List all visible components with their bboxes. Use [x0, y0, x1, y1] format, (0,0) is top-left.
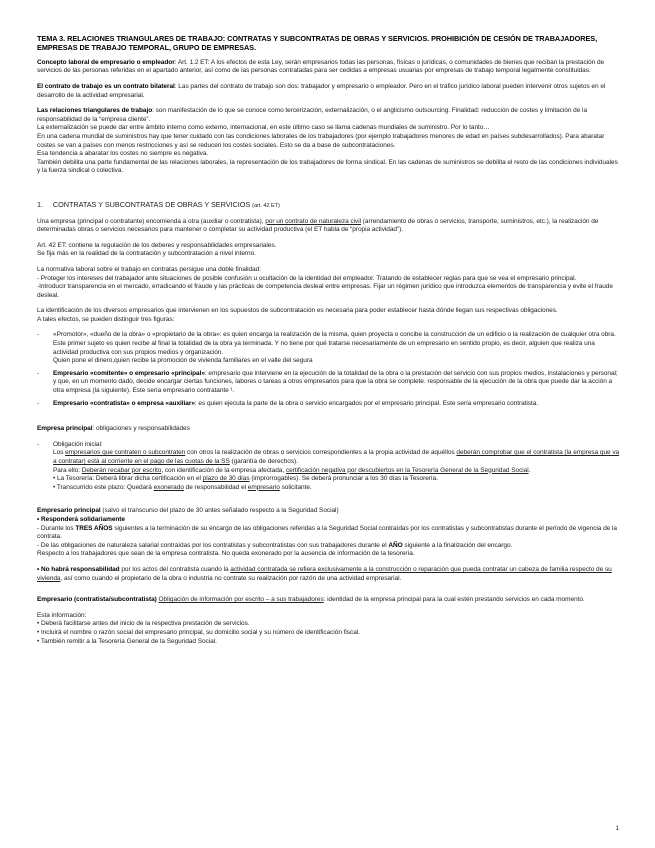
underlined-text: por un contrato de naturaleza civil [265, 217, 362, 225]
bold-term: Empresario «comitente» o empresario «principal» [53, 369, 205, 377]
obligations-list [37, 441, 620, 493]
bullet-heading: • Responderá solidariamente [37, 515, 125, 523]
paragraph-line: En una cadena mundial de suministros hay que tener cuidado con las condiciones laborales de los trabajadores (por ejemplo trabajadores menores de edad en países subdesarrollados). Para abaratar costes se van a países con menos restricciones y así se reducen los costes sociales. Esto se da a base de subcontrataciones. [37, 132, 605, 149]
intro-paragraph-triangular [37, 107, 620, 176]
text: (improrrogables). Se deberá pronunciar a los 30 días la Tesorería. [249, 475, 438, 483]
bold-term: • No habrá responsabilidad [37, 565, 120, 573]
list-item-text: : es quien ejecuta la parte de la obra o servicio encargados por el empresario principal. Este sería empresario contratista. [194, 399, 539, 407]
bold-term: TRES AÑOS [75, 524, 113, 532]
underlined-text: actividad contratada se refiera exclusivamente a la construcción o reparación que pueda contratar un cabeza de familia respecto de su vivienda [37, 565, 612, 582]
text: . [528, 466, 531, 474]
text: • Transcurrido este plazo: Quedará [53, 483, 154, 491]
bullet-line: • También remitir a la Tesorería General de la Seguridad Social. [37, 637, 217, 645]
paragraph-line: -Introducir transparencia en el mercado, erradicando el fraude y las prácticas de competencia desleal entre empresas. Fijar un régimen jurídico que introduzca elementos de transparencia y evite el fraude desleal. [37, 283, 613, 299]
underlined-text: empresarios que contraten o subcontraten [65, 449, 186, 457]
contractor-heading-paragraph [37, 596, 620, 605]
paragraph-text: (arrendamiento de obras o servicios, transporte, suministros, etc.), la realización de determinadas obras o servicios necesarios para mantener o completar su actividad productiva (el ET habla de “propia actividad”). [37, 217, 599, 234]
document-body [37, 34, 620, 646]
underlined-text: deberán comprobar que el contratista (la empresa que va a contratar) está al corriente en el pago de las cuotas de la SS [53, 449, 620, 465]
page-number: 1 [615, 825, 619, 832]
paragraph-line [37, 542, 620, 551]
subsection-heading [37, 425, 620, 434]
text: (salvo el transcurso del plazo de 30 antes señalado respecto a la Seguridad Social) [100, 507, 339, 515]
paragraph-line: A tales efectos, se pueden distinguir tres figuras: [37, 315, 175, 323]
paragraph-line: La externalización se puede dar entre ámbito interno como externo, internacional, en este último caso se llama cadenas mundiales de suministro. Por lo tanto… [37, 124, 490, 132]
list-item-text: : empresario que interviene en la ejecución de la totalidad de la obra o la prestación del servicio con sus propios medios, instalaciones y personal; y que, en un momento dado, decide encargar ciertas funciones, labores o tareas a otros empresarios para que la obra se complete. responsable de la ejecución de la obra que puede dar la acción a otra empresa (la siguiente). Este sería empresario contratante ¹. [53, 369, 618, 395]
bold-term: Empresario «contratista» o empresa «auxiliar» [53, 399, 195, 407]
underlined-text: Obligación de información por escrito – a sus trabajadores [158, 596, 324, 604]
bullet-line: • Incluirá el nombre o razón social del empresario principal, su domicilio social y su número de identificación fiscal. [37, 628, 360, 636]
intro-paragraph-employer [37, 59, 620, 76]
section-paragraph [37, 218, 620, 235]
no-responsibility-paragraph [37, 566, 620, 583]
paragraph-line: También debilita una parte fundamental de las relaciones laborales, la representación de los trabajadores de forma sindical. En las cadenas de suministros se debilita el resto de las condiciones individuales y la fuerza sindical o colectiva. [37, 158, 618, 175]
paragraph-text: : son manifestación de lo que se conoce como tercerización, externalización, o el anglicismo outsourcing. Finalidad: reducción de costes y limitación de la responsabilidad de la “empresa cliente”. [37, 107, 588, 123]
paragraph-line [53, 449, 620, 466]
bold-term: El contrato de trabajo es un contrato bilateral [37, 83, 175, 90]
text: - De las obligaciones de naturaleza salarial contraídas por los contratistas y subcontratistas con sus trabajadores durante el [37, 541, 389, 549]
text: , con identificación de la empresa afectada, [161, 466, 286, 474]
paragraph-text: Una empresa (principal o contratante) encomienda a otra (auxiliar o contratista), [37, 217, 266, 225]
bold-term: Concepto laboral de empresario o empleador [37, 58, 175, 66]
underlined-text: Deberán recabar por escrito [81, 466, 162, 474]
heading-text: : obligaciones y responsabilidades [92, 425, 190, 433]
underlined-text: empresario [247, 483, 280, 491]
paragraph-line: Respecto a los trabajadores que sean de la empresa contratista. No queda exonerado por la ausencia de información de la tesorería. [37, 550, 415, 558]
paragraph-line: Art. 42 ET: contiene la regulación de los deberes y responsabilidades empresariales. [37, 241, 277, 249]
list-item-text: «Promotor», «dueño de la obra» o «propietario de la obra»: es quien encarga la realización de la misma, quien proyecta o concibe la construcción de un edificio o la realización de cualquier otra obra. Este primer sujeto es quien recibe al final la totalidad de la obra ya terminada. Y no tiene por qué tratarse necesariamente de un empresario en sentido propio, es decir, alguien que realiza una actividad productiva con sus propios medios y organización. [53, 331, 616, 356]
bold-term: Las relaciones triangulares de trabajo [37, 107, 153, 115]
text: por los actos del contratista cuando la [119, 565, 231, 573]
paragraph-line [53, 467, 620, 476]
bold-term: AÑO [388, 541, 403, 549]
text: • La Tesorería: Deberá librar dicha certificación en el [53, 475, 203, 483]
text: solicitante. [279, 483, 312, 491]
list-item-title: Obligación inicial: [53, 440, 103, 448]
paragraph-text: : Art. 1.2 ET: A los efectos de esta Ley, serán empresarios todas las personas, físicas o jurídicas, o comunidades de bienes que reciban la prestación de servicios de las personas referidas en el apartado anterior, así como de las personas contratadas para ser cedidas a empresas usuarias por empresas de trabajo temporal legalmente constituidas. [37, 58, 605, 75]
principal-responsibility-block [37, 507, 620, 559]
bold-term: Empresario principal [37, 507, 101, 515]
list-item [37, 400, 620, 409]
text: Los [53, 449, 66, 457]
paragraph-line: La normativa laboral sobre el trabajo en contratas persigue una doble finalidad: [37, 265, 262, 273]
paragraph-line: Esa tendencia a abaratar los costes no siempre es negativa. [37, 150, 209, 158]
underlined-text: exonerado [153, 483, 184, 491]
paragraph-line [37, 525, 620, 542]
bold-term: Empresa principal [37, 425, 93, 433]
figures-list [37, 331, 620, 408]
section-reference: (art. 42 ET) [252, 202, 280, 209]
text: , así como cuando el propietario de la obra o industria no contrate su realización por razón de una actividad empresarial. [60, 574, 402, 582]
paragraph-line: La identificación de los diversos empresarios que intervienen en los supuestos de subcontratación es necesaria para poder establecer hasta dónde llegan sus respectivas obligaciones. [37, 307, 558, 315]
text: con otros la realización de obras o servicios correspondientes a la propia actividad de aquéllos [185, 449, 457, 457]
underlined-text: plazo de 30 días [202, 475, 250, 483]
text: siguientes a la terminación de su encargo de las obligaciones referidas a la Seguridad Social contraídas por los contratistas y subcontratistas durante el período de vigencia de la contrata. [37, 524, 617, 541]
text: (garantía de derechos). [229, 458, 298, 465]
information-list [37, 612, 620, 646]
bullet-line [53, 484, 620, 493]
text: siguiente a la finalización del encargo. [402, 541, 513, 549]
section-heading [37, 201, 620, 211]
list-title: Esta información: [37, 611, 87, 619]
page-title: TEMA 3. RELACIONES TRIANGULARES DE TRABAJO: CONTRATAS Y SUBCONTRATAS DE OBRAS Y SERVICIOS. PROHIBICIÓN DE CESIÓN DE TRABAJADORES, EMPRESAS DE TRABAJO TEMPORAL, GRUPO DE EMPRESAS. [37, 34, 598, 53]
underlined-text: certificación negativa por descubiertos en la Tesorería General de la Seguridad Social [285, 466, 529, 474]
bullet-line [53, 475, 620, 484]
bold-term: Empresario (contratista/subcontratista) [37, 596, 157, 604]
paragraph-line: Se fija más en la realidad de la contratación y subcontratación a nivel interno. [37, 250, 256, 258]
section-title: CONTRATAS Y SUBCONTRATAS DE OBRAS Y SERVICIOS [52, 199, 251, 209]
text: Para ello: [53, 466, 82, 474]
section-number: 1. [37, 199, 43, 209]
text: : identidad de la empresa principal para la cual estén prestando servicios en cada momento. [323, 596, 585, 604]
section-paragraph [37, 266, 620, 300]
paragraph-line: - Proteger los intereses del trabajador ante situaciones de posible confusión u ocultación de la identidad del empleador. Tratando de establecer reglas para que se vea el empresario principal. [37, 274, 577, 282]
list-item [37, 370, 620, 396]
bullet-line: • Deberá facilitarse antes del inicio de la respectiva prestación de servicios. [37, 620, 250, 628]
paragraph-text: : Las partes del contrato de trabajo son dos: trabajador y empresario o empleador. Pero en el tráfico jurídico laboral pueden intervenir otros sujetos en el desarrollo de la actividad empresarial. [37, 83, 606, 99]
section-paragraph [37, 242, 620, 259]
list-item [37, 331, 620, 365]
intro-paragraph-contract [37, 83, 620, 100]
list-item-note: Quien pone el dinero,quien recibe la promoción de vivienda familiares en el valle del segura [53, 357, 313, 365]
text: - Durante los [37, 524, 76, 532]
text: de responsabilidad el [183, 483, 248, 491]
section-paragraph [37, 307, 620, 324]
list-item [37, 441, 620, 493]
